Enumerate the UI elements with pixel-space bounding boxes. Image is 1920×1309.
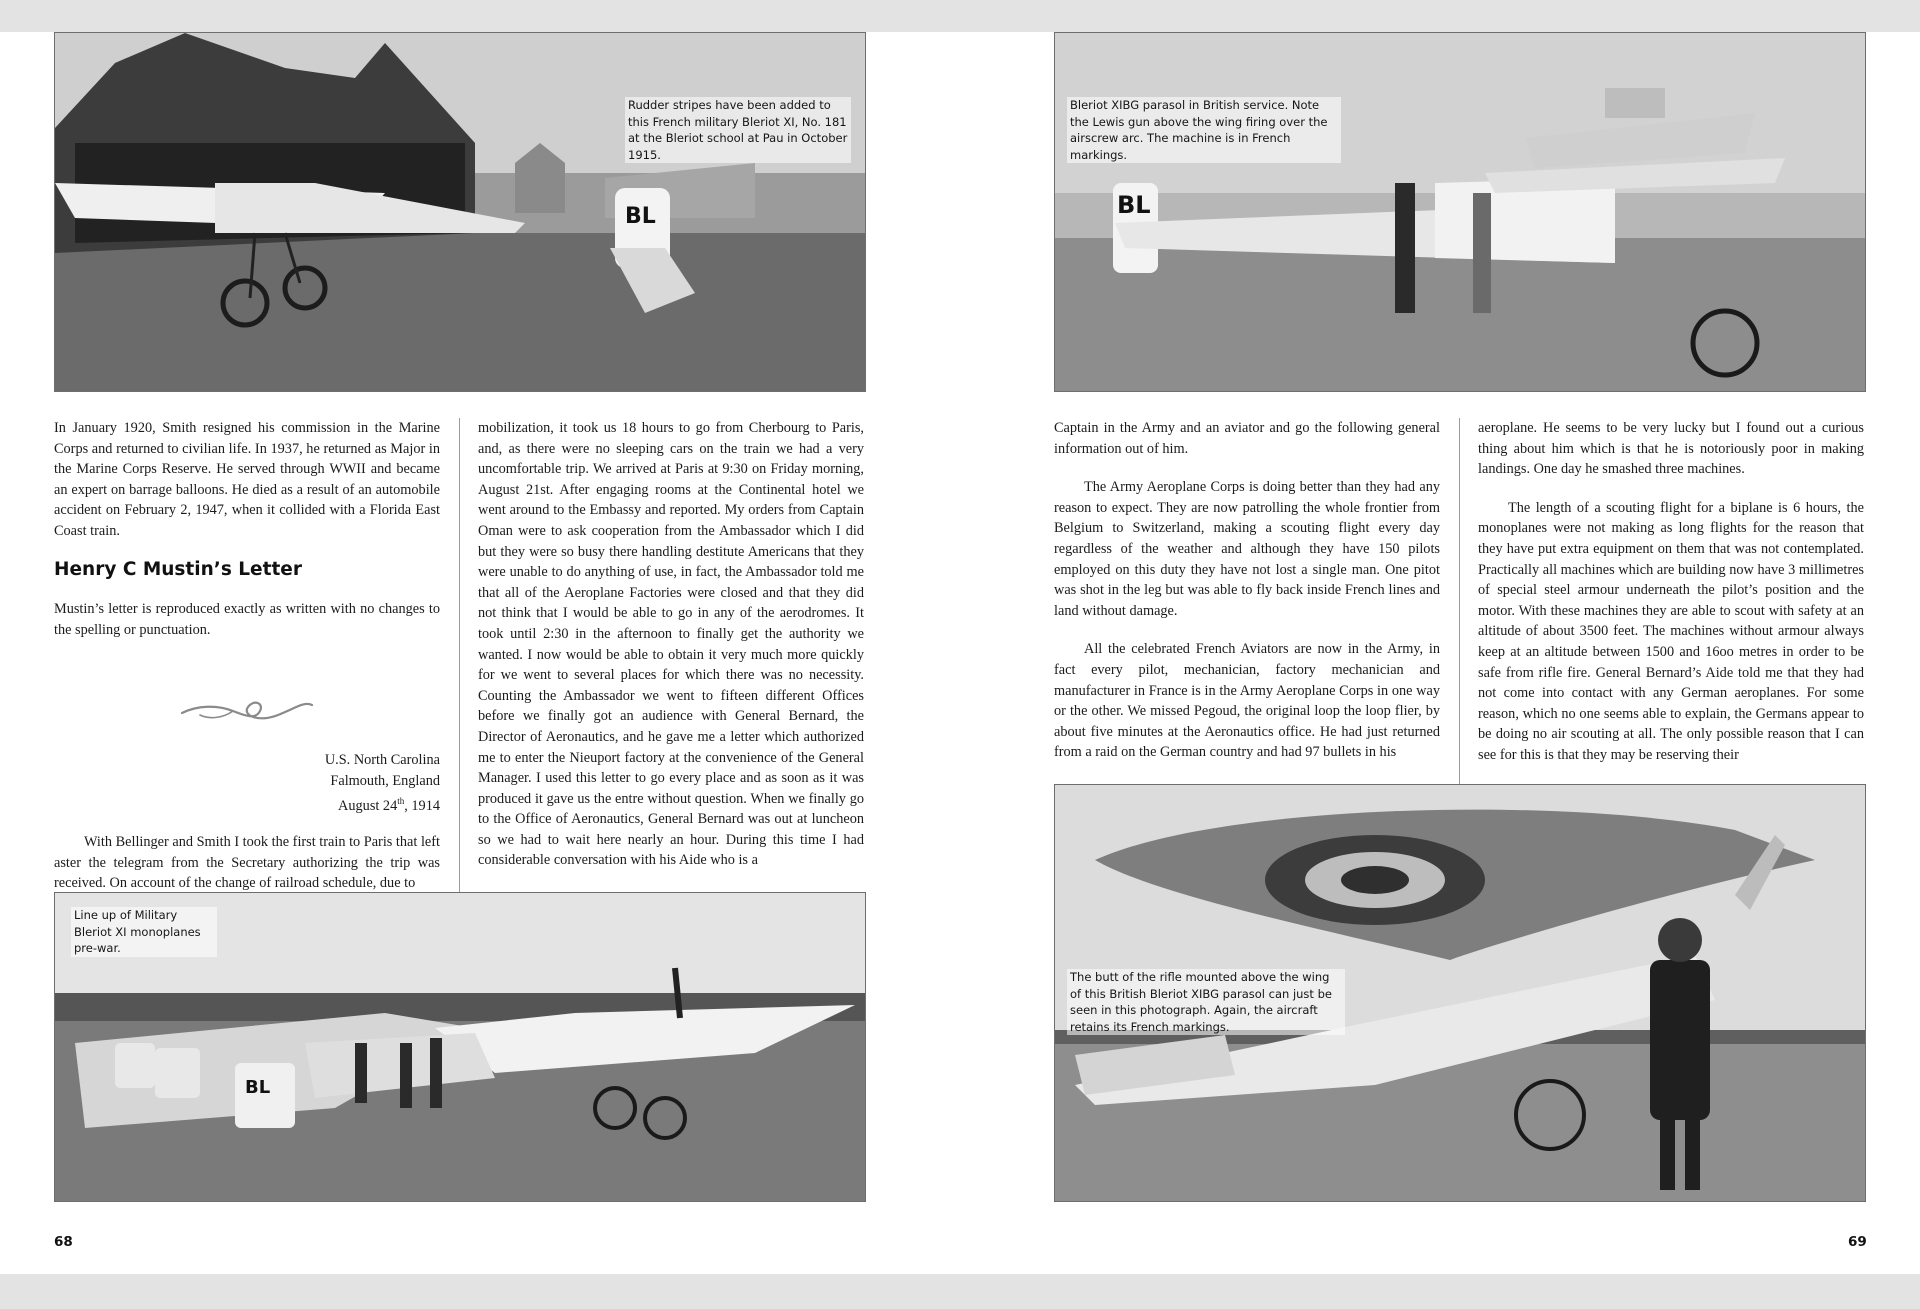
letter-opening-paragraph: With Bellinger and Smith I took the first train to Paris that left aster the telegram from the Secretary authorizing the trip was received. On account of the change of railroad schedule, due to <box>54 834 440 892</box>
paragraph: Captain in the Army and an aviator and go the following general information out of him. <box>1054 420 1440 457</box>
paragraph: aeroplane. He seems to be very lucky but I found out a curious thing about him which is that he is notoriously poor in making landings. One day he smashed three machines. <box>1478 420 1864 478</box>
photo-caption: Line up of Military Bleriot XI monoplanes pre-war. <box>71 907 217 957</box>
photo-bleriot-parasol <box>1054 32 1866 392</box>
svg-text:BL: BL <box>245 1077 271 1098</box>
column-divider <box>459 418 460 898</box>
intro-paragraph: In January 1920, Smith resigned his commission in the Marine Corps and returned to civilian life. In 1937, he returned as Major in the Marine Corps Reserve. He served through WWII and became an expert on barrage balloons. He died as a result of an automobile accident on February 2, 1947, when it collided with a Florida East Coast train. <box>54 420 440 539</box>
page-number: 69 <box>1848 1234 1867 1250</box>
paragraph: The Army Aeroplane Corps is doing better than they had any reason to expect. They are now patrolling the whole frontier from Belgium to Switzerland, making a scouting flight every day regardless of the weather and although they have 150 pilots employed on this duty they have not lost a single man. One pitot was shot in the leg but was able to fly back inside French lines and land without damage. <box>1054 479 1440 619</box>
text-column-1 <box>1054 418 1440 763</box>
photo-bleriot-lineup <box>54 892 866 1202</box>
column-divider <box>1459 418 1460 792</box>
photo-caption: Rudder stripes have been added to this French military Bleriot XI, No. 181 at the Bleriot school at Pau in October 1915. <box>625 97 851 163</box>
letter-continuation-paragraph: mobilization, it took us 18 hours to go from Cherbourg to Paris, and, as there were no sleeping cars on the train we had a very uncomfortable trip. We arrived at Paris at 9:30 on Friday morning, August 21st. After engaging rooms at the Continental hotel we went around to the Embassy and reported. My orders from Captain Oman were to ask cooperation from the Ambassador which I did but they were so busy there handling destitute Americans that they were unable to do anything of use, in fact, the Ambassador told me that all of the Aeroplane Factories were closed and that they did not think that I would be able to go in any of the aerodromes. It took until 2:30 in the afternoon to finally get the authority we wanted. I now would be able to obtain it very much more quickly for we went to several places for which there was no necessity. Counting the Ambassador we went to fifteen different Offices before we finally got an audience with General Bernard, the Director of Aeronautics, and he gave me a letter which authorized me to enter the Nieuport factory at the convenience of the General Manager. I used this letter to go every place and as soon as it was produced it gave us the entre without question. When we finally go to the Office of Aeronautics, General Bernard was out at luncheon so we had to wait here nearly an hour. During this time I had considerable conversation with his Aide who is a <box>478 420 864 869</box>
letter-ship: U.S. North Carolina <box>324 752 440 768</box>
photo-caption: The butt of the rifle mounted above the wing of this British Bleriot XIBG parasol can just be seen in this photograph. Again, the aircraft retains its French markings. <box>1067 969 1345 1035</box>
svg-text:BL: BL <box>1117 191 1151 219</box>
page-number: 68 <box>54 1234 73 1250</box>
text-column-2 <box>1478 418 1864 766</box>
left-page <box>0 32 960 1274</box>
letter-place: Falmouth, England <box>330 772 440 789</box>
paragraph: The length of a scouting flight for a biplane is 6 hours, the monoplanes were not making as long flights for the reason that they have put extra equipment on them that was not contemplated. Practically all machines which are building now have 3 millimetres of special steel armour underneath the pilot’s position and the motor. With these machines they are able to scout with safety at an altitude of about 3500 feet. The machines without armour always keep at an altitude between 1500 and 16oo metres in order to be safe from rifle fire. General Bernard’s Aide told me that they had not come into contact with any German aeroplanes. For some reason, which no one seems able to explain, the Germans appear to be doing no air scouting at all. The only possible reason that I can see for this is that they may be reserving their <box>1478 499 1864 763</box>
photo-caption: Bleriot XIBG parasol in British service. Note the Lewis gun above the wing firing over the airscrew arc. The machine is in French markings. <box>1067 97 1341 163</box>
editor-note <box>54 599 440 640</box>
ornament-flourish <box>178 689 316 725</box>
photo-bleriot-parasol-image <box>1055 33 1865 391</box>
photo-bleriot-roundel <box>1054 784 1866 1202</box>
letter-start-column <box>54 832 440 894</box>
text-column-2 <box>478 418 864 871</box>
right-page <box>960 32 1920 1274</box>
text-column-1 <box>54 418 440 542</box>
photo-bleriot-hangars-image <box>55 33 865 391</box>
paragraph: All the celebrated French Aviators are now in the Army, in fact every pilot, mechanician, factory mechanician and manufacturer in France is in the Army Aeroplane Corps in one way or the other. We missed Pegoud, the original loop the loop flier, by about five minutes at the Aeronautics office. He had just returned from a raid on the German country and had 97 bullets in his <box>1054 641 1440 761</box>
letter-address-block <box>240 750 440 817</box>
editor-note-paragraph: Mustin’s letter is reproduced exactly as written with no changes to the spelling or punctuation. <box>54 601 440 638</box>
photo-bleriot-hangars <box>54 32 866 392</box>
letter-date: August 24th, 1914 <box>338 796 440 814</box>
svg-text:BL: BL <box>625 204 656 229</box>
section-heading: Henry C Mustin’s Letter <box>54 559 302 580</box>
